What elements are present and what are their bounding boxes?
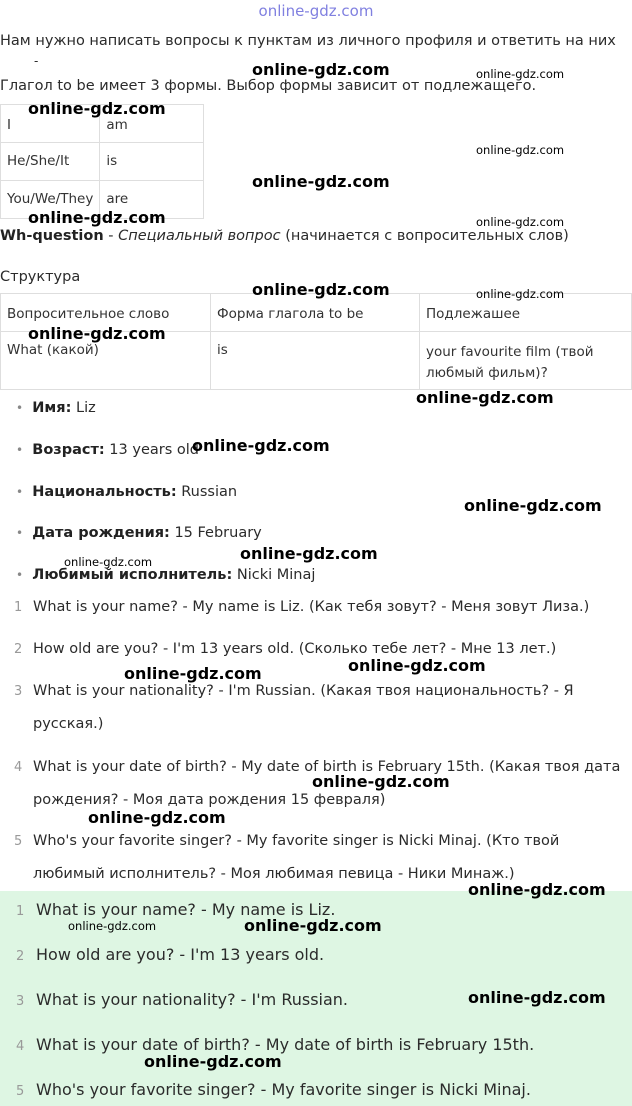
- bullet-icon: •: [16, 443, 24, 457]
- qa-line: Who's your favorite singer? - My favorite singer is Nicki Minaj. (Кто твой: [33, 833, 560, 849]
- watermark: online-gdz.com: [348, 656, 486, 675]
- item-number: 4: [16, 1039, 25, 1054]
- list-item: [14, 599, 590, 615]
- bullet-icon: •: [16, 526, 24, 540]
- watermark: online-gdz.com: [464, 496, 602, 515]
- profile-label: Имя:: [32, 400, 72, 416]
- list-item: [16, 525, 262, 541]
- table-cell: You/We/They: [1, 181, 100, 219]
- table-cell: [420, 332, 632, 390]
- qa-line: What is your name? - My name is Liz. (Как тебя зовут? - Меня зовут Лиза.): [33, 599, 590, 615]
- item-number: 5: [16, 1084, 25, 1099]
- answer-text: How old are you? - I'm 13 years old.: [36, 945, 325, 964]
- wh-sep: -: [103, 228, 119, 244]
- watermark: online-gdz.com: [252, 280, 390, 299]
- answer-text: What is your date of birth? - My date of birth is February 15th.: [36, 1035, 535, 1054]
- item-number: 2: [16, 949, 25, 964]
- watermark: online-gdz.com: [252, 60, 390, 79]
- qa-line: рождения? - Моя дата рождения 15 февраля): [33, 792, 386, 808]
- profile-label: Национальность:: [32, 484, 177, 500]
- watermark: online-gdz.com: [64, 555, 153, 569]
- watermark: online-gdz.com: [476, 215, 565, 229]
- answer-text: What is your name? - My name is Liz.: [36, 900, 336, 919]
- table-cell: I: [1, 105, 100, 143]
- intro-text: Нам нужно написать вопросы к пунктам из личного профиля и ответить на них: [0, 33, 616, 49]
- profile-label: Дата рождения:: [32, 525, 170, 541]
- answer-item: [16, 1080, 531, 1099]
- watermark: online-gdz.com: [192, 436, 330, 455]
- item-number: 3: [16, 994, 25, 1009]
- list-item: [16, 567, 315, 583]
- wh-question-rest: (начинается с вопросительных слов): [280, 228, 569, 244]
- answer-text: Who's your favorite singer? - My favorite singer is Nicki Minaj.: [36, 1080, 531, 1099]
- item-number: 2: [14, 642, 23, 657]
- list-item: [16, 484, 237, 500]
- watermark: online-gdz.com: [312, 772, 450, 791]
- profile-value: Russian: [176, 484, 238, 500]
- table-cell: is: [211, 332, 420, 390]
- bullet-icon: •: [16, 485, 24, 499]
- answer-item: [16, 900, 336, 919]
- watermark: online-gdz.com: [124, 664, 262, 683]
- watermark: online-gdz.com: [416, 388, 554, 407]
- table-cell-line: your favourite film (твой: [426, 344, 594, 360]
- rule-text: Глагол to be имеет 3 формы. Выбор формы зависит от подлежащего.: [0, 78, 537, 94]
- watermark: online-gdz.com: [468, 880, 606, 899]
- watermark: online-gdz.com: [68, 919, 157, 933]
- dash-mark: -: [34, 54, 39, 68]
- wh-question-term: Wh-question: [0, 228, 104, 244]
- table-cell: are: [100, 181, 204, 219]
- to-be-table: [0, 104, 204, 219]
- watermark: online-gdz.com: [468, 988, 606, 1007]
- watermark: online-gdz.com: [244, 916, 382, 935]
- table-header: Форма глагола to be: [211, 294, 420, 332]
- profile-label: Любимый исполнитель:: [32, 567, 233, 583]
- watermark: online-gdz.com: [28, 208, 166, 227]
- watermark: online-gdz.com: [476, 143, 565, 157]
- table-cell-line: любмый фильм)?: [426, 365, 548, 381]
- watermark: online-gdz.com: [88, 808, 226, 827]
- qa-line: What is your nationality? - I'm Russian. (Какая твоя национальность? - Я: [33, 683, 574, 699]
- bullet-icon: •: [16, 568, 24, 582]
- watermark: online-gdz.com: [240, 544, 378, 563]
- watermark: online-gdz.com: [28, 324, 166, 343]
- wh-question-line: [0, 228, 569, 244]
- table-cell: He/She/It: [1, 143, 100, 181]
- qa-line: любимый исполнитель? - Моя любимая певица - Ники Минаж.): [33, 866, 515, 882]
- profile-value: Liz: [71, 400, 96, 416]
- item-number: 4: [14, 760, 23, 775]
- list-item: [14, 833, 560, 882]
- watermark: online-gdz.com: [476, 67, 565, 81]
- qa-line: How old are you? - I'm 13 years old. (Сколько тебе лет? - Мне 13 лет.): [33, 641, 557, 657]
- watermark: online-gdz.com: [476, 287, 565, 301]
- table-header: Вопросительное слово: [1, 294, 211, 332]
- qa-line: русская.): [33, 716, 104, 732]
- profile-value: Nicki Minaj: [232, 567, 316, 583]
- watermark: online-gdz.com: [144, 1052, 282, 1071]
- item-number: 1: [16, 904, 25, 919]
- list-item: [14, 641, 557, 657]
- table-cell: What (какой): [1, 332, 211, 390]
- answer-item: [16, 945, 325, 964]
- table-header: Подлежашее: [420, 294, 632, 332]
- profile-label: Возраст:: [32, 442, 105, 458]
- watermark: online-gdz.com: [252, 172, 390, 191]
- watermark: online-gdz.com: [28, 99, 166, 118]
- profile-value: 13 years old: [104, 442, 199, 458]
- list-item: [16, 400, 96, 416]
- item-number: 3: [14, 684, 23, 699]
- profile-value: 15 February: [169, 525, 262, 541]
- answer-text: What is your nationality? - I'm Russian.: [36, 990, 348, 1009]
- item-number: 1: [14, 600, 23, 615]
- structure-label: Структура: [0, 269, 81, 285]
- table-cell: am: [100, 105, 204, 143]
- answer-item: [16, 1035, 535, 1054]
- bullet-icon: •: [16, 401, 24, 415]
- wh-question-name: Специальный вопрос: [118, 228, 281, 244]
- answer-item: [16, 990, 348, 1009]
- header-watermark: online-gdz.com: [258, 2, 374, 20]
- list-item: [14, 683, 574, 732]
- qa-line: What is your date of birth? - My date of birth is February 15th. (Какая твоя дата: [33, 759, 621, 775]
- table-cell: is: [100, 143, 204, 181]
- item-number: 5: [14, 834, 23, 849]
- list-item: [16, 442, 199, 458]
